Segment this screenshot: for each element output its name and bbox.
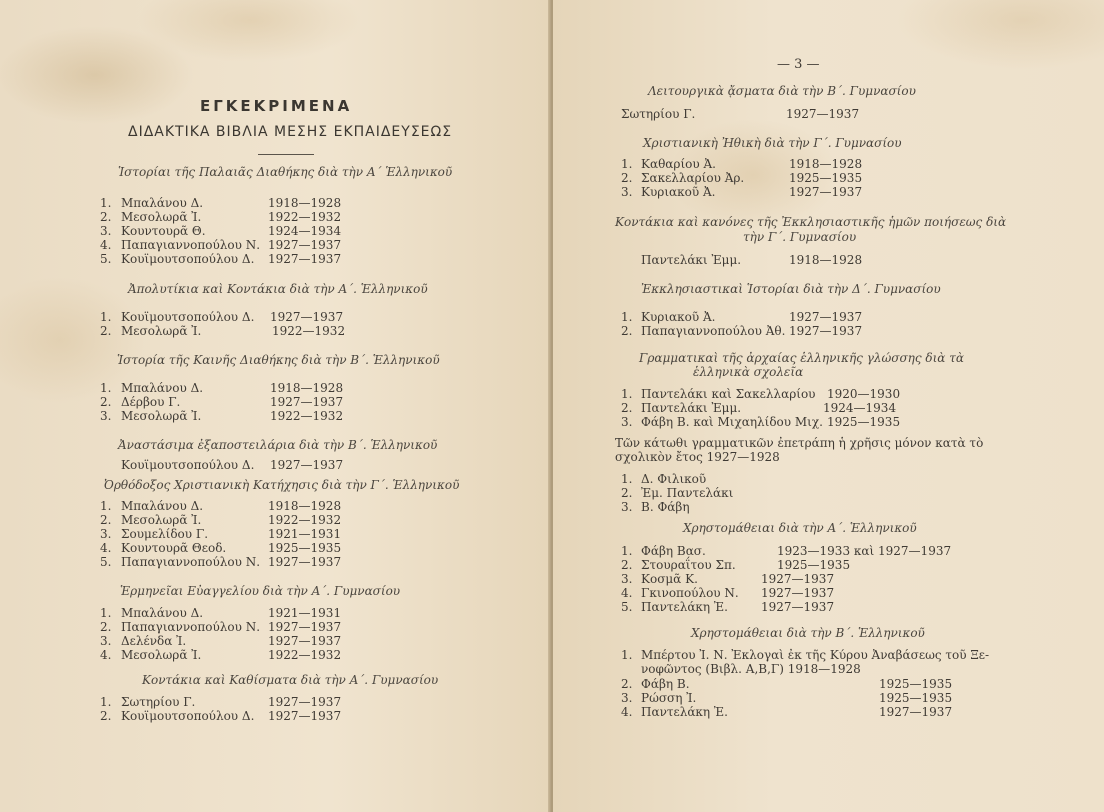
list-item: 3. Κυριακοῦ Ἀ. 1927—1937 [621, 185, 863, 199]
list-item: 2. Μεσολωρᾶ Ἰ. 1922—1932 [100, 210, 342, 224]
heading-rule [258, 154, 314, 155]
section-title: Χριστιανικὴ Ἠθικὴ διὰ τὴν Γ΄. Γυμνασίου [643, 136, 902, 150]
list-item: 2. Παντελάκι Ἐμμ. 1924—1934 [621, 401, 897, 415]
list-item-cont: νοφῶντος (Βιβλ. Α,Β,Γ) 1918—1928 [641, 662, 861, 676]
list-item: 3. Σουμελίδου Γ. 1921—1931 [100, 527, 342, 541]
section-title: Λειτουργικὰ ᾄσματα διὰ τὴν Β΄. Γυμνασίου [648, 84, 916, 98]
list-item: 4. Γκινοπούλου Ν. 1927—1937 [621, 586, 835, 600]
list-item: 3. Β. Φάβη [621, 500, 690, 514]
list-item: 1. Κουϊμουτσοπούλου Δ. 1927—1937 [100, 310, 344, 324]
list-item: 4. Μεσολωρᾶ Ἰ. 1922—1932 [100, 648, 342, 662]
list-item: 3. Δελένδα Ἰ. 1927—1937 [100, 634, 342, 648]
list-item: Παντελάκι Ἐμμ. 1918—1928 [641, 253, 863, 267]
list-item: 2. Σακελλαρίου Ἀρ. 1925—1935 [621, 171, 863, 185]
heading-approved: ΕΓΚΕΚΡΙΜΕΝΑ [200, 97, 353, 115]
section-title-cont: ἑλληνικὰ σχολεῖα [693, 365, 804, 379]
list-item: 3. Κουντουρᾶ Θ. 1924—1934 [100, 224, 342, 238]
list-item: 2. Στουραΐτου Σπ. 1925—1935 [621, 558, 851, 572]
list-item: 1. Μπαλάνου Δ. 1918—1928 [100, 196, 342, 210]
list-item: 2. Παπαγιαννοπούλου Ν. 1927—1937 [100, 620, 342, 634]
list-item: Κουϊμουτσοπούλου Δ. 1927—1937 [121, 458, 344, 472]
section-title: Κοντάκια καὶ Καθίσματα διὰ τὴν Α΄. Γυμνασίου [142, 673, 439, 687]
list-item: 4. Παντελάκη Ἐ. 1927—1937 [621, 705, 953, 719]
section-title: Ἑρμηνεῖαι Εὐαγγελίου διὰ τὴν Α΄. Γυμνασίου [120, 584, 401, 598]
section-title: Ἀπολυτίκια καὶ Κοντάκια διὰ τὴν Α΄. Ἑλληνικοῦ [128, 282, 428, 296]
list-item: 1. Μπαλάνου Δ. 1921—1931 [100, 606, 342, 620]
section-title: Ἀναστάσιμα ἐξαποστειλάρια διὰ τὴν Β΄. Ἑλληνικοῦ [118, 438, 438, 452]
section-title: Ἱστορίαι τῆς Παλαιᾶς Διαθήκης διὰ τὴν Α΄ Ἑλληνικοῦ [118, 165, 453, 179]
list-item: 2. Παπαγιαννοπούλου Ἀθ. 1927—1937 [621, 324, 863, 338]
list-item: 2. Ἐμ. Παντελάκι [621, 486, 734, 500]
list-item: 3. Μεσολωρᾶ Ἰ. 1922—1932 [100, 409, 344, 423]
list-item: 3. Κοσμᾶ Κ. 1927—1937 [621, 572, 835, 586]
list-item: 4. Παπαγιαννοπούλου Ν. 1927—1937 [100, 238, 342, 252]
list-item: 1. Μπαλάνου Δ. 1918—1928 [100, 381, 344, 395]
section-title: Ὀρθόδοξος Χριστιανικὴ Κατήχησις διὰ τὴν Γ΄. Ἑλληνικοῦ [104, 478, 460, 492]
section-title: Χρηστομάθειαι διὰ τὴν Α΄. Ἑλληνικοῦ [683, 521, 917, 535]
section-title: Ἐκκλησιαστικαὶ Ἱστορίαι διὰ τὴν Δ΄. Γυμνασίου [641, 282, 941, 296]
list-item: 2. Μεσολωρᾶ Ἰ. 1922—1932 [100, 513, 342, 527]
list-item: 1. Δ. Φιλικοῦ [621, 472, 707, 486]
list-item: 2. Φάβη Β. 1925—1935 [621, 677, 953, 691]
section-title: Γραμματικαὶ τῆς ἀρχαίας ἑλληνικῆς γλώσσης διὰ τὰ [639, 351, 964, 365]
list-item: 1. Καθαρίου Ἀ. 1918—1928 [621, 157, 863, 171]
list-item: Σωτηρίου Γ. 1927—1937 [621, 107, 860, 121]
left-page [0, 0, 550, 812]
list-item: 2. Κουϊμουτσοπούλου Δ. 1927—1937 [100, 709, 342, 723]
section-title: Ἱστορία τῆς Καινῆς Διαθήκης διὰ τὴν Β΄. Ἑλληνικοῦ [117, 353, 440, 367]
note-paragraph: Τῶν κάτωθι γραμματικῶν ἐπετράπη ἡ χρῆσις μόνον κατὰ τὸ σχολικὸν ἔτος 1927—1928 [615, 436, 984, 464]
list-item: 5. Κουϊμουτσοπούλου Δ. 1927—1937 [100, 252, 342, 266]
list-item: 1. Σωτηρίου Γ. 1927—1937 [100, 695, 342, 709]
list-item: 1. Φάβη Βασ. 1923—1933 καὶ 1927—1937 [621, 544, 952, 558]
page-number: — 3 — [777, 57, 820, 72]
list-item: 3. Φάβη Β. καὶ Μιχαηλίδου Μιχ. 1925—1935 [621, 415, 901, 429]
list-item: 3. Ρώσση Ἰ. 1925—1935 [621, 691, 953, 705]
section-title: Κοντάκια καὶ κανόνες τῆς Ἐκκλησιαστικῆς ἡμῶν ποιήσεως διὰ [615, 215, 1007, 229]
list-item: 1. Παντελάκι καὶ Σακελλαρίου 1920—1930 [621, 387, 901, 401]
list-item: 5. Παπαγιαννοπούλου Ν. 1927—1937 [100, 555, 342, 569]
list-item: 4. Κουντουρᾶ Θεοδ. 1925—1935 [100, 541, 342, 555]
list-item: 2. Δέρβου Γ. 1927—1937 [100, 395, 344, 409]
list-item: 1. Μπαλάνου Δ. 1918—1928 [100, 499, 342, 513]
section-title-cont: τὴν Γ΄. Γυμνασίου [743, 230, 857, 244]
heading-subtitle: ΔΙΔΑΚΤΙΚΑ ΒΙΒΛΙΑ ΜΕΣΗΣ ΕΚΠΑΙΔΕΥΣΕΩΣ [128, 124, 453, 140]
list-item: 2. Μεσολωρᾶ Ἰ. 1922—1932 [100, 324, 346, 338]
right-page [553, 0, 1104, 812]
list-item: 5. Παντελάκη Ἐ. 1927—1937 [621, 600, 835, 614]
section-title: Χρηστομάθειαι διὰ τὴν Β΄. Ἑλληνικοῦ [691, 626, 925, 640]
list-item: 1. Μπέρτου Ἰ. Ν. Ἐκλογαὶ ἐκ τῆς Κύρου Ἀναβάσεως τοῦ Ξε- [621, 648, 990, 662]
list-item: 1. Κυριακοῦ Ἀ. 1927—1937 [621, 310, 863, 324]
